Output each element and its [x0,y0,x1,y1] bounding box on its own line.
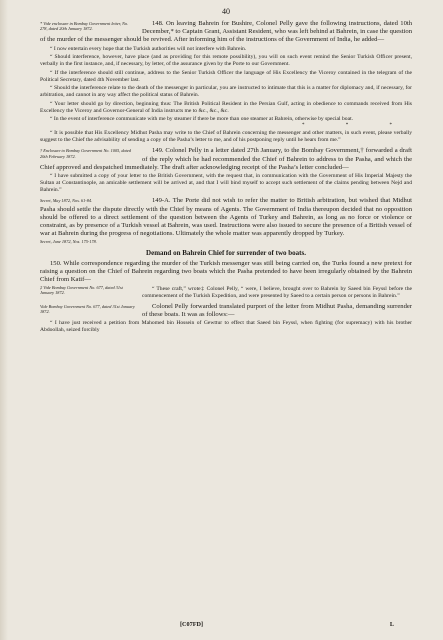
paragraph-149a-text: 149-A. The Porte did not wish to refer the matter to British arbitration, but wished that Midhut Pasha should settle the dispute directly with the Chief by means of Agents. The Government of India thereupon decided that no opposition should be offered to a direct settlement of the question between the Agents of Turkey and Bahrein, as long as no force or violence or constraint, as by presence of a Turkish vessel at Bahrein, was used. Instructions were also issued to secure the presence of a British vessel of war at Bahrein during the progress of negotiations. Ultimately the whole matter was apparently dropped by Turkey. [40,197,412,238]
quote-149: “ I have submitted a copy of your letter to the British Government, with the request that, in communication with the Government of His Imperial Majesty the Sultan at Constantinople, an amicable settlement will be arrived at, and that I will bind myself to accept such settlement of the claims pending between Nejd and Bahrein.” [40,173,412,194]
paragraph-149-text: 149. Colonel Pelly in a letter dated 27th January, to the Bombay Government,† forwarded a draft of the reply which he had recommended the Chief of Bahrein to address to the Pasha, and which the Chief approved and despatched immediately. The draft after acknowledging receipt of the Pasha’s letter concluded— [40,147,412,171]
quote-148-6: “ In the event of interference communicate with me by steamer if there be more than one steamer at Bahrein, otherwise by special boat. [50,115,354,122]
quote-148-7: “ It is possible that His Excellency Midhut Pasha may write to the Chief of Bahrein concerning the messenger and other matters, in such event, please verbally suggest to the Chief the advisability of sending a copy of the Pasha’s letter to me, and of his postponing reply until he hears from me.” [40,130,412,144]
paragraph-148-text: 148. On leaving Bahrein for Bushire, Colonel Pelly gave the following instructions, dated 10th December,* to Captain Grant, Assistant Resident, who was left behind at Bahrein, in case the question of the murder of the messenger should be revived. After informing him of the instructions of the Government of India, he added— [40,20,412,44]
quote-150: “ These craft,” wrote‡ Colonel Pelly, “ were, I believe, brought over to Bahrein by Saeed bin Feyssl before the commencement of the Turkish Expedition, and were presented by Saeed to a certain person or persons in Bahrein.” [142,285,412,299]
sidenote-149a-2: Secret, June 1872, Nos. 175-178. [40,239,97,245]
quote-148-4: “ Should the interference relate to the death of the messenger in particular, you are instructed to intimate that this is a matter for diplomacy and, if necessary, for arbitration, and cannot in any way affect the political status of Bahrein. [40,85,412,99]
paragraph-151 [40,303,412,335]
paragraph-151-text: Colonel Pelly forwarded translated purport of the letter from Midhut Pasha, demanding surrender of these boats. It was as follows:— [142,302,412,318]
sidenote-151: Vide Bombay Government No. 677, dated 31st January 1872. [40,303,135,314]
quote-148-2: “ Should interference, however, have place (and as providing for this remote possibility), you will on such event remind the Senior Turkish Officer present, verbally in the first instance, and, if necessary, by letter, of the assurance given by the Porte to our Government. [40,54,412,68]
ellipsis-stars: * * * [302,122,412,128]
sidenote-150: ‡ Vide Bombay Government No. 677, dated 31st January 1872. [40,285,123,296]
quote-151: “ I have just received a petition from Mahomed bin Hossein of Gewttur to effect that Saeed bin Feyssl, when fighting (for supremacy) with his brother Abdoollah, seized forcibly [40,320,412,334]
paragraph-149a [40,197,412,244]
footer-signature: [C07FD] [180,621,204,628]
paragraph-149 [40,147,412,194]
paragraph-150 [40,260,412,300]
quote-148-1: “ I now entertain every hope that the Turkish authorities will not interfere with Bahrein. [50,46,247,52]
page-content [40,6,412,334]
paragraph-150-text: 150. While correspondence regarding the murder of the Turkish messenger was still being carried on, the Turks found a new pretext for raising a question on the Chief of Bahrein regarding two boats which the Pasha pretended to have been irregularly obtained by the Bahrein Chief from Katif— [40,259,412,283]
sidenote-148: * Vide enclosure in Bombay Government letter, No. 278, dated 20th January 1872. [40,21,129,32]
quote-148-3: “ If the interference should still continue, address to the Senior Turkish Officer the language of His Excellency the Viceroy contained in the telegram of the Political Secretary, dated 4th November last. [40,69,412,83]
page-number: 40 [222,7,230,16]
sidenote-149a-1: Secret, May 1872, Nos. 61-84. [40,198,93,204]
quote-148-5: “ Your letter should go by direction, beginning thus: The British Political Resident in the Persian Gulf, acting in obedience to commands received from His Excellency the Viceroy and Governor-General of India instructs me to &c., &c., &c. [40,100,412,114]
section-heading: Demand on Bahrein Chief for surrender of two boats. [146,248,306,257]
paragraph-148 [40,20,412,144]
sidenote-149: † Enclosure to Bombay Government No. 1005, dated 20th February 1872. [40,148,131,159]
footer-letter: L [389,621,394,628]
page-edge-shadow [0,0,8,640]
